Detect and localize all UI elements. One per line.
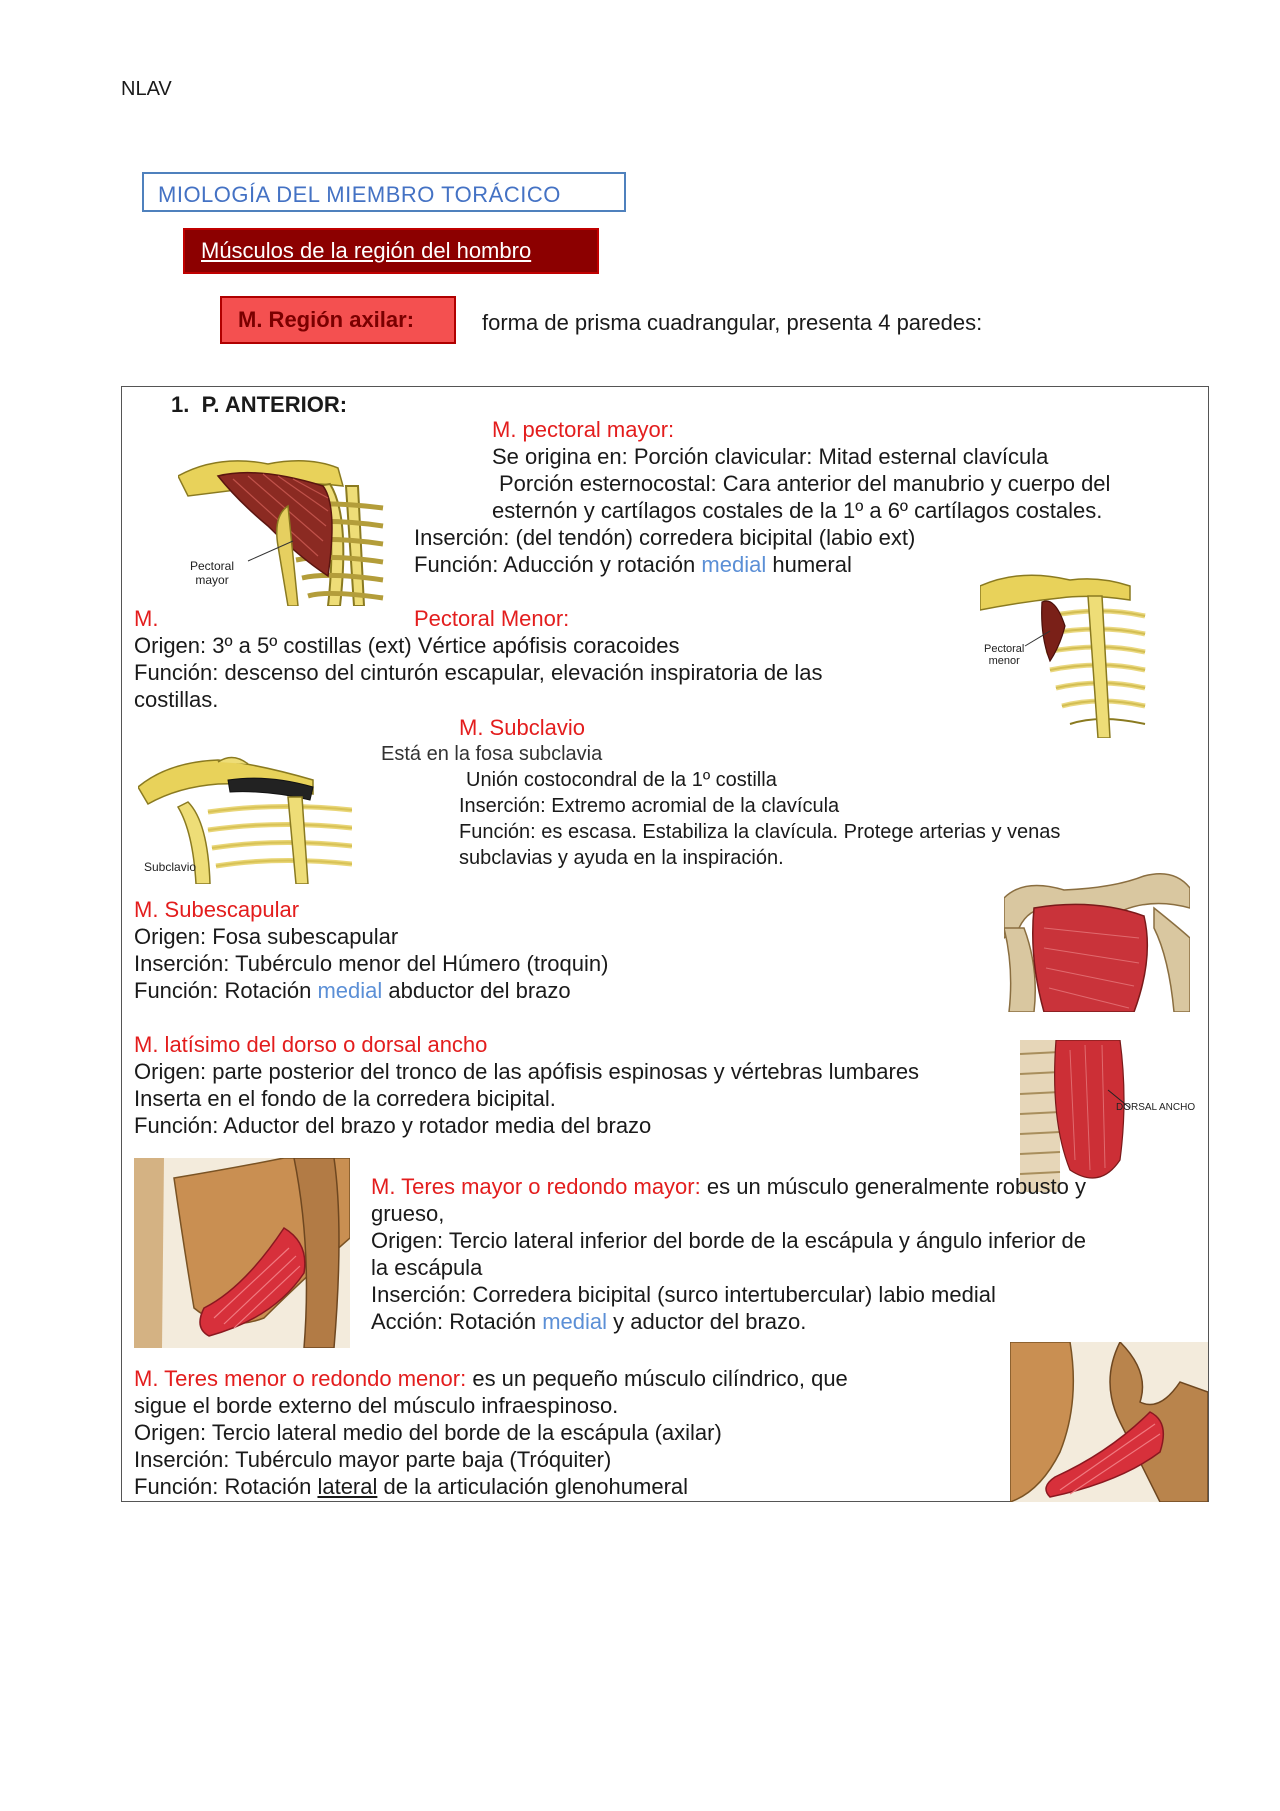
- teres-mayor-action-a: Acción: Rotación: [371, 1309, 537, 1334]
- pectoral-menor-origin: Origen: 3º a 5º costillas (ext) Vértice apófisis coracoides: [134, 633, 680, 658]
- latisimo-title: M. latísimo del dorso o dorsal ancho: [134, 1032, 488, 1057]
- dorsal-ancho-image: [1020, 1040, 1198, 1192]
- pectoral-mayor-title: M. pectoral mayor:: [492, 417, 675, 442]
- teres-menor-function-c: de la articulación glenohumeral: [383, 1474, 689, 1499]
- subclavio-function: Función: es escasa. Estabiliza la clavícula. Protege arterias y venas: [459, 821, 1061, 843]
- pectoral-menor-label-1: Pectoral: [984, 643, 1025, 655]
- region-description: forma de prisma cuadrangular, presenta 4 paredes:: [482, 310, 983, 335]
- subclavio-image-label: Subclavio: [144, 860, 197, 874]
- subclavio-location: Está en la fosa subclavia: [381, 743, 603, 765]
- pectoral-menor-image: [980, 566, 1150, 738]
- teres-menor-desc-2: sigue el borde externo del músculo infraespinoso.: [134, 1393, 619, 1418]
- teres-menor-title: M. Teres menor o redondo menor:: [134, 1366, 467, 1391]
- pectoral-menor-function: Función: descenso del cinturón escapular, elevación inspiratoria de las: [134, 660, 823, 685]
- pectoral-mayor-origin-2: Porción esternocostal: Cara anterior del manubrio y cuerpo del: [499, 471, 1111, 496]
- latisimo-origin: Origen: parte posterior del tronco de las apófisis espinosas y vértebras lumbares: [134, 1059, 920, 1084]
- pectoral-mayor-label-2: mayor: [195, 573, 229, 587]
- subclavio-insertion: Inserción: Extremo acromial de la clavícula: [459, 795, 840, 817]
- subescapular-origin: Origen: Fosa subescapular: [134, 924, 399, 949]
- pectoral-mayor-function-b: medial: [701, 552, 767, 577]
- teres-mayor-insertion: Inserción: Corredera bicipital (surco intertubercular) labio medial: [371, 1282, 996, 1307]
- subescapular-function-b: medial: [317, 978, 383, 1003]
- subescapular-title: M. Subescapular: [134, 897, 300, 922]
- page-title: MIOLOGÍA DEL MIEMBRO TORÁCICO: [142, 172, 626, 212]
- latisimo-insertion: Inserta en el fondo de la corredera bicipital.: [134, 1086, 556, 1111]
- pectoral-mayor-image: [178, 446, 388, 606]
- pectoral-menor-prefix: M.: [134, 606, 159, 631]
- teres-menor-desc: es un pequeño músculo cilíndrico, que: [472, 1366, 848, 1391]
- teres-mayor-image: [134, 1158, 350, 1348]
- teres-menor-function-a: Función: Rotación: [134, 1474, 312, 1499]
- pectoral-mayor-origin: Se origina en: Porción clavicular: Mitad esternal clavícula: [492, 444, 1049, 469]
- teres-mayor-action-c: y aductor del brazo.: [613, 1309, 807, 1334]
- pectoral-menor-label-2: menor: [988, 655, 1020, 667]
- region-label: M. Región axilar:: [220, 296, 456, 344]
- teres-menor-insertion: Inserción: Tubérculo mayor parte baja (Tróquiter): [134, 1447, 612, 1472]
- teres-mayor-desc-2: grueso,: [371, 1201, 445, 1226]
- teres-mayor-title: M. Teres mayor o redondo mayor:: [371, 1174, 701, 1199]
- teres-menor-function-b: lateral: [317, 1474, 378, 1499]
- subescapular-insertion: Inserción: Tubérculo menor del Húmero (troquin): [134, 951, 609, 976]
- latisimo-function: Función: Aductor del brazo y rotador media del brazo: [134, 1113, 652, 1138]
- teres-menor-origin: Origen: Tercio lateral medio del borde de la escápula (axilar): [134, 1420, 722, 1445]
- pectoral-mayor-insertion: Inserción: (del tendón) corredera bicipital (labio ext): [414, 525, 916, 550]
- pectoral-menor-image-label: [984, 643, 1024, 667]
- wall-number: 1.: [171, 392, 190, 417]
- subclavio-title: M. Subclavio: [459, 715, 585, 740]
- teres-mayor-desc: es un músculo generalmente robusto y: [706, 1174, 1086, 1199]
- pectoral-menor-title: Pectoral Menor:: [414, 606, 570, 631]
- pectoral-menor-function-2: costillas.: [134, 687, 219, 712]
- wall-name: P. ANTERIOR:: [201, 392, 348, 417]
- pectoral-mayor-function-a: Función: Aducción y rotación: [414, 552, 696, 577]
- author-initials: NLAV: [121, 78, 172, 100]
- dorsal-ancho-image-label: DORSAL ANCHO: [1116, 1102, 1196, 1113]
- teres-mayor-origin: Origen: Tercio lateral inferior del borde de la escápula y ángulo inferior de: [371, 1228, 1087, 1253]
- teres-menor-image: [1010, 1342, 1208, 1502]
- pectoral-mayor-origin-3: esternón y cartílagos costales de la 1º a 6º cartílagos costales.: [492, 498, 1103, 523]
- section-heading-text: Músculos de la región del hombro: [201, 238, 532, 263]
- pectoral-mayor-image-label: [190, 559, 234, 587]
- subescapular-image: [1004, 868, 1190, 1012]
- teres-menor-function: [134, 1473, 688, 1500]
- subclavio-function-2: subclavias y ayuda en la inspiración.: [459, 847, 784, 869]
- section-heading: [183, 228, 599, 274]
- pectoral-mayor-function: [414, 551, 852, 578]
- pectoral-mayor-function-c: humeral: [772, 552, 852, 577]
- pectoral-mayor-label-1: Pectoral: [190, 559, 235, 573]
- subescapular-function-a: Función: Rotación: [134, 978, 312, 1003]
- teres-mayor-action-b: medial: [542, 1309, 608, 1334]
- subclavio-origin: Unión costocondral de la 1º costilla: [466, 769, 777, 791]
- teres-mayor-origin-2: la escápula: [371, 1255, 483, 1280]
- teres-mayor-line-1: [371, 1173, 1086, 1200]
- subclavio-image: [138, 742, 352, 884]
- subescapular-function: [134, 977, 571, 1004]
- wall-heading: [171, 391, 347, 418]
- subescapular-function-c: abductor del brazo: [388, 978, 571, 1003]
- teres-mayor-action: [371, 1308, 806, 1335]
- teres-menor-line-1: [134, 1365, 848, 1392]
